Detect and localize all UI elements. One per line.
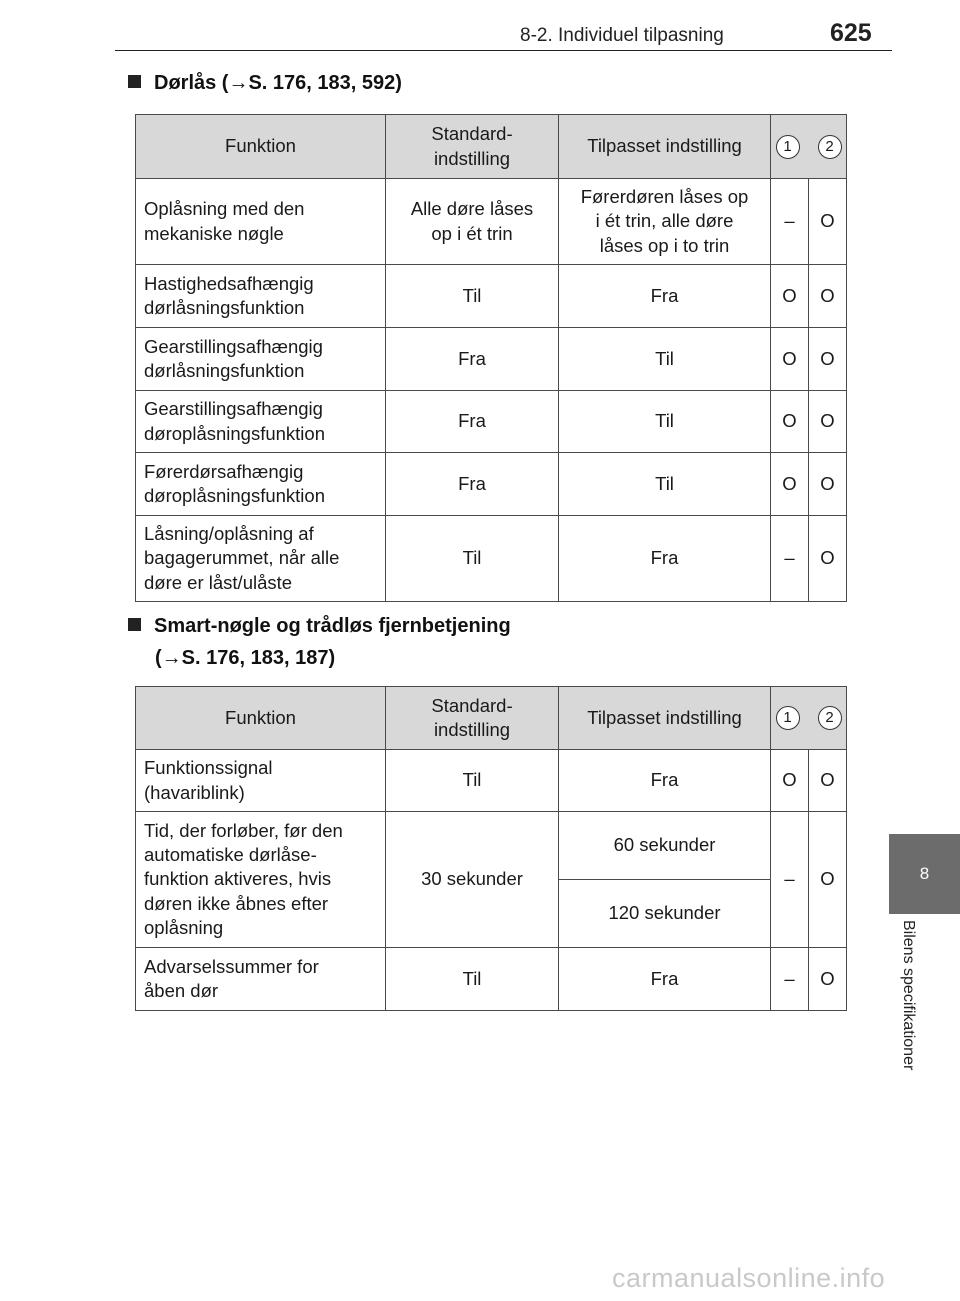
square-bullet-icon	[128, 618, 141, 631]
cell-custom: Fra	[559, 516, 771, 602]
cell-custom: 60 sekunder	[559, 812, 771, 880]
col-custom: Tilpasset indstilling	[559, 687, 771, 750]
circle-1-icon: 1	[776, 706, 800, 730]
col-default: Standard- indstilling	[386, 115, 559, 179]
cell-function: Hastighedsafhængig dørlåsningsfunktion	[136, 265, 386, 328]
col-markers	[771, 687, 847, 750]
cell-marker2: O	[809, 516, 847, 602]
cell-marker1: O	[771, 750, 809, 812]
cell-marker2: O	[809, 750, 847, 812]
cell-custom: Fra	[559, 265, 771, 328]
cell-default: 30 sekunder	[386, 812, 559, 948]
square-bullet-icon	[128, 75, 141, 88]
section1-heading: Dørlås (→S. 176, 183, 592)	[128, 72, 402, 95]
table-row	[136, 812, 847, 880]
col-markers	[771, 115, 847, 179]
cell-function: Tid, der forløber, før den automatiske dørlåse- funktion aktiveres, hvis døren ikke åbnes efter oplåsning	[136, 812, 386, 948]
table-row	[136, 948, 847, 1011]
cell-marker1: O	[771, 453, 809, 516]
cell-function: Gearstillingsafhængig døroplåsningsfunktion	[136, 391, 386, 453]
cell-function: Advarselssummer for åben dør	[136, 948, 386, 1011]
door-lock-table	[135, 114, 847, 602]
table-row	[136, 328, 847, 391]
cell-function: Førerdørsafhængig døroplåsningsfunktion	[136, 453, 386, 516]
chapter-label: Bilens specifikationer	[900, 920, 917, 1071]
cell-marker2: O	[809, 453, 847, 516]
cell-custom: Til	[559, 453, 771, 516]
cell-marker2: O	[809, 391, 847, 453]
cell-default: Fra	[386, 391, 559, 453]
cell-marker1: –	[771, 812, 809, 948]
circle-2-icon: 2	[818, 706, 842, 730]
cell-marker2: O	[809, 812, 847, 948]
cell-marker2: O	[809, 265, 847, 328]
cell-marker1: –	[771, 179, 809, 265]
cell-default: Til	[386, 516, 559, 602]
cell-default: Til	[386, 750, 559, 812]
cell-marker2: O	[809, 948, 847, 1011]
cell-default: Til	[386, 948, 559, 1011]
section2-heading: Smart-nøgle og trådløs fjernbetjening	[128, 615, 511, 638]
cell-marker1: O	[771, 391, 809, 453]
col-custom: Tilpasset indstilling	[559, 115, 771, 179]
col-default: Standard- indstilling	[386, 687, 559, 750]
cell-marker1: O	[771, 328, 809, 391]
watermark-text: carmanualsonline.info	[612, 1263, 886, 1293]
table-header-row	[136, 115, 847, 179]
cell-function: Låsning/oplåsning af bagagerummet, når alle døre er låst/ulåste	[136, 516, 386, 602]
section-title: 8-2. Individuel tilpasning	[520, 25, 724, 46]
table-row	[136, 179, 847, 265]
cell-custom: Til	[559, 391, 771, 453]
cell-function: Funktionssignal (havariblink)	[136, 750, 386, 812]
cell-default: Fra	[386, 328, 559, 391]
table-row	[136, 391, 847, 453]
cell-marker2: O	[809, 179, 847, 265]
cell-custom: 120 sekunder	[559, 880, 771, 948]
table-row	[136, 453, 847, 516]
table-row	[136, 516, 847, 602]
cell-custom: Fra	[559, 948, 771, 1011]
cell-default: Alle døre låses op i ét trin	[386, 179, 559, 265]
cell-marker1: –	[771, 948, 809, 1011]
smart-key-table	[135, 686, 847, 1011]
cell-function: Gearstillingsafhængig dørlåsningsfunktion	[136, 328, 386, 391]
header-rule	[115, 1, 892, 51]
cell-default: Fra	[386, 453, 559, 516]
col-function: Funktion	[136, 115, 386, 179]
section2-heading-ref: (→S. 176, 183, 187)	[155, 647, 336, 669]
table-row	[136, 750, 847, 812]
cell-marker1: –	[771, 516, 809, 602]
cell-function: Oplåsning med den mekaniske nøgle	[136, 179, 386, 265]
cell-custom: Førerdøren låses op i ét trin, alle døre låses op i to trin	[559, 179, 771, 265]
cell-custom: Til	[559, 328, 771, 391]
cell-marker2: O	[809, 328, 847, 391]
circle-2-icon: 2	[818, 135, 842, 159]
table-row	[136, 265, 847, 328]
circle-1-icon: 1	[776, 135, 800, 159]
chapter-tab[interactable]: 8	[889, 834, 960, 914]
cell-custom: Fra	[559, 750, 771, 812]
cell-default: Til	[386, 265, 559, 328]
page-number: 625	[830, 19, 872, 47]
table-header-row	[136, 687, 847, 750]
col-function: Funktion	[136, 687, 386, 750]
cell-marker1: O	[771, 265, 809, 328]
